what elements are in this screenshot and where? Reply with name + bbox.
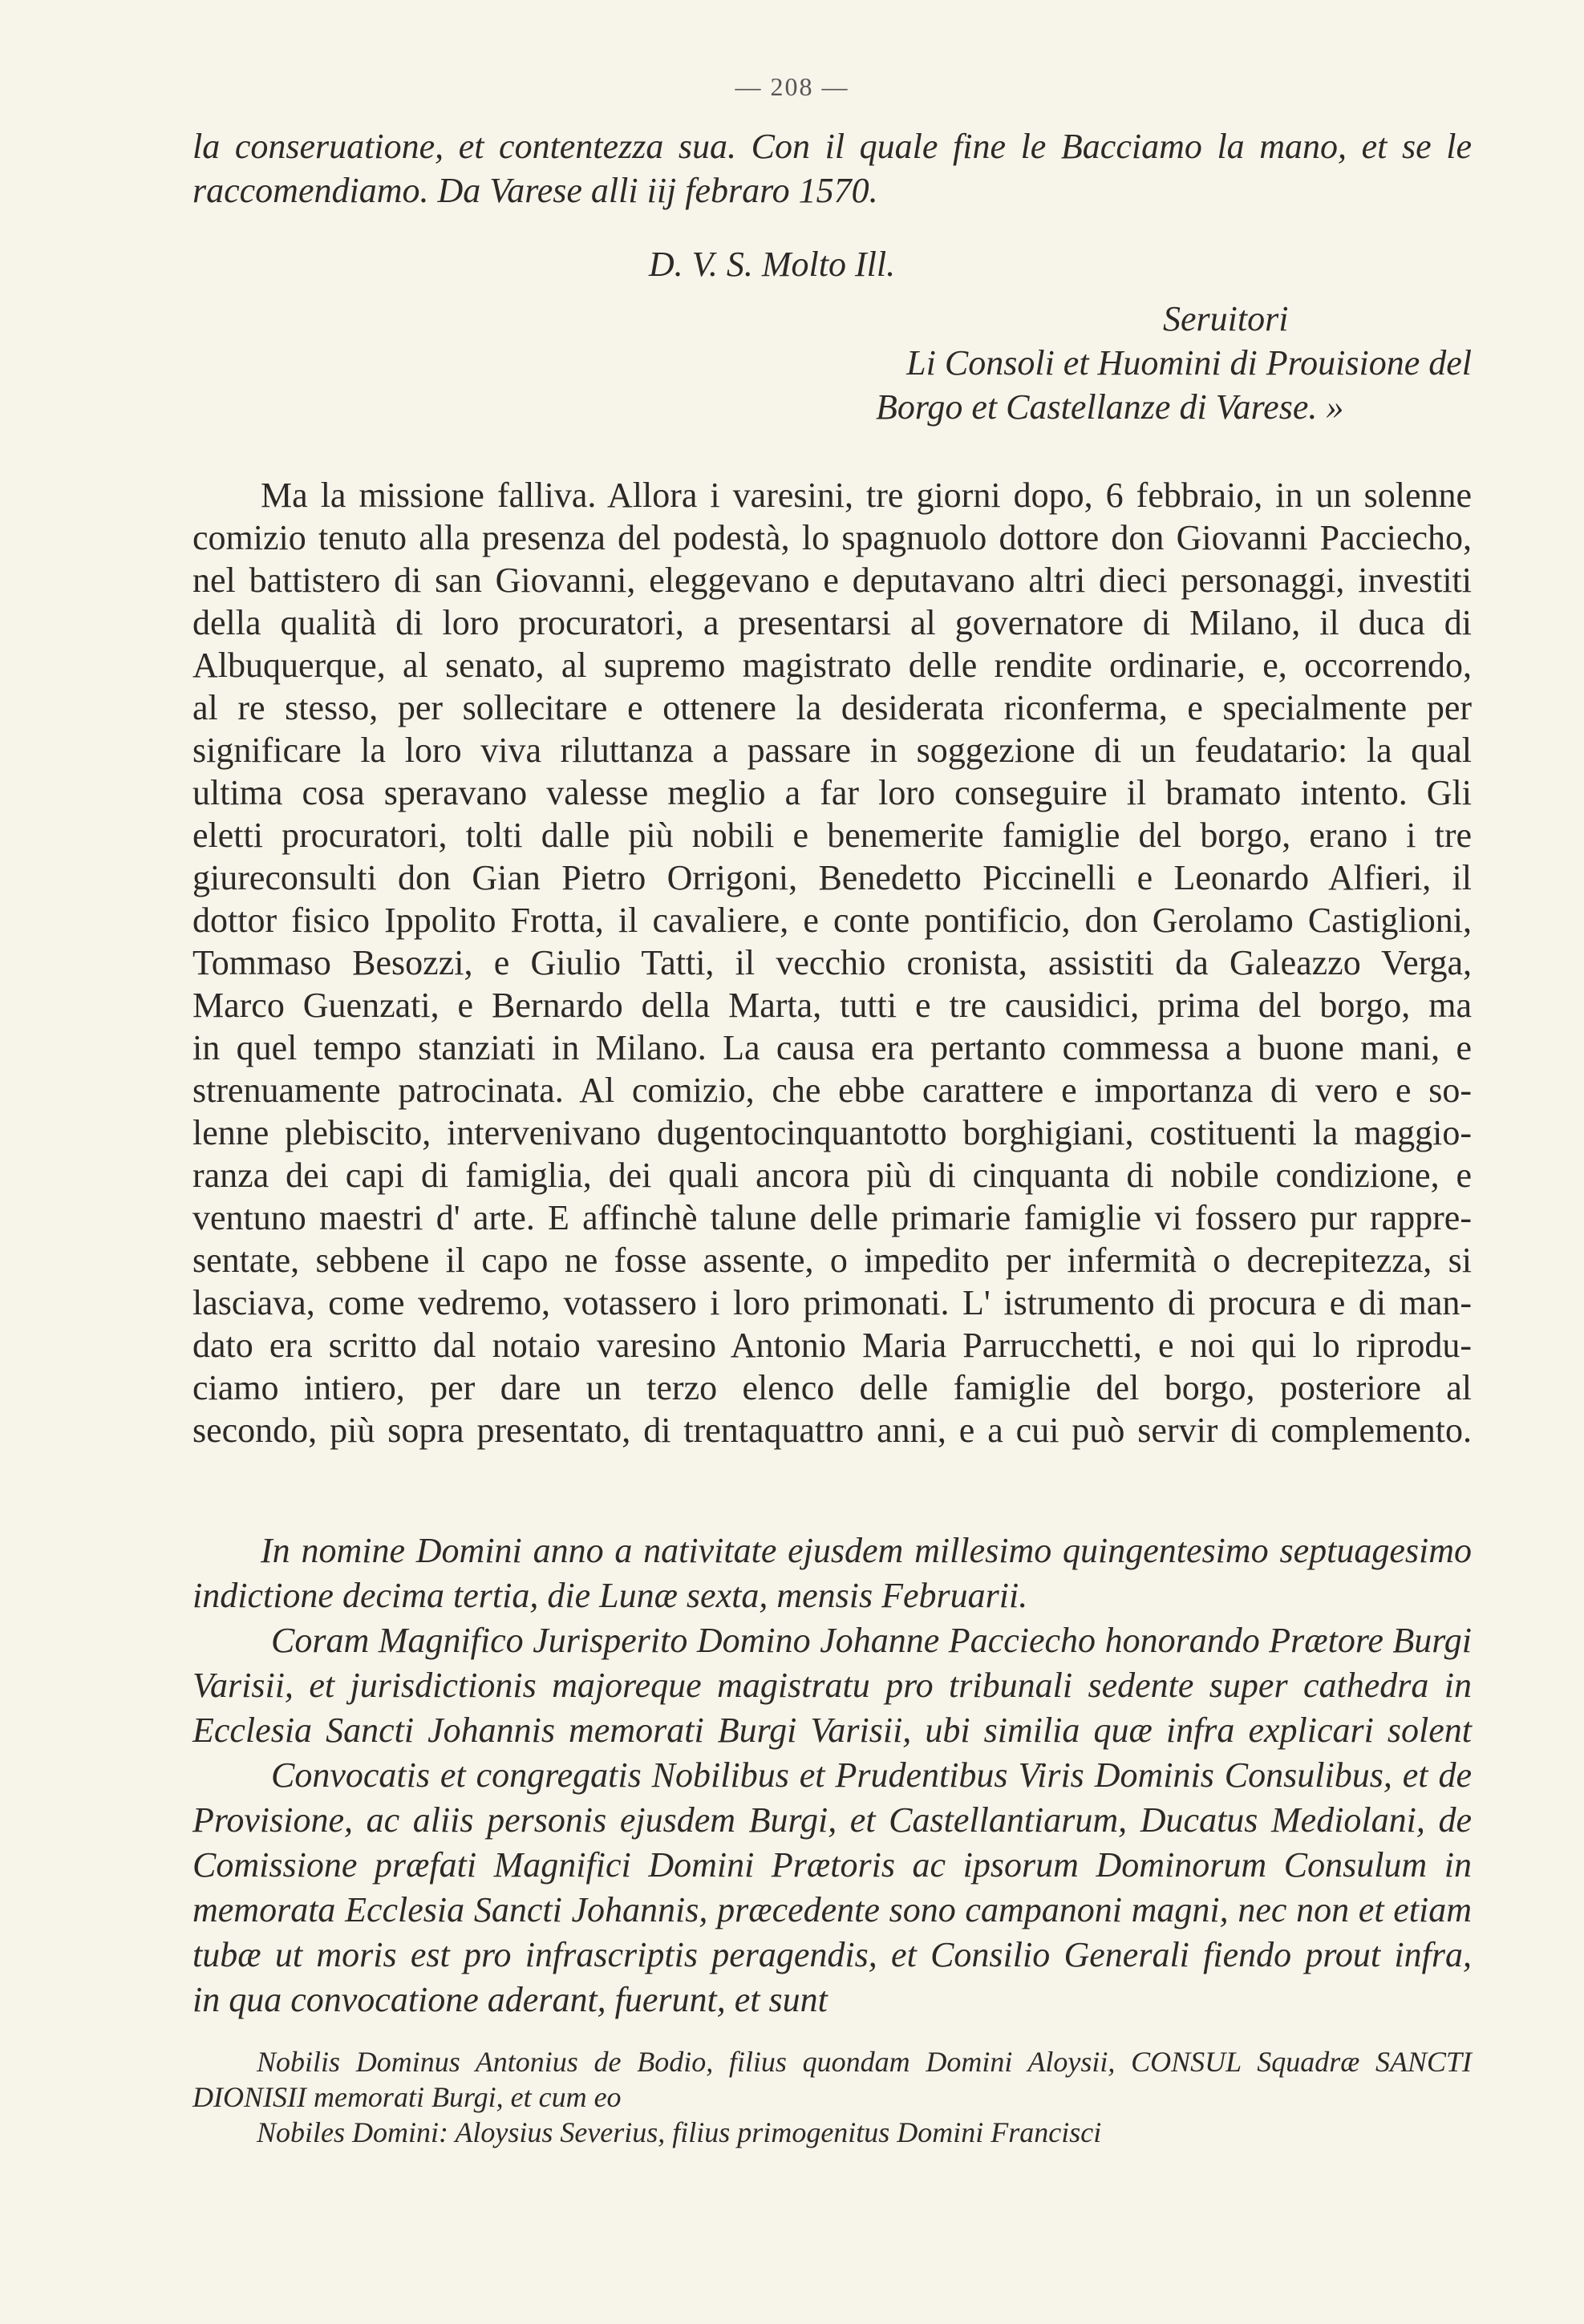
paragraph-line: dottor fisico Ippolito Frotta, il cavaliere, e conte pontificio, don Gerolamo Castiglioni,	[192, 901, 1472, 940]
paragraph-line: al re stesso, per sollecitare e ottenere la desiderata riconferma, e specialmente per	[192, 688, 1472, 727]
paragraph-line: in quel tempo stanziati in Milano. La causa era pertanto commessa a buone mani, e	[192, 1028, 1472, 1067]
latin-line: memorata Ecclesia Sancti Johannis, præcedente sono campanoni magni, nec non et etiam	[192, 1890, 1472, 1929]
paragraph-line: secondo, più sopra presentato, di trentaquattro anni, e a cui può servir di complemento.	[192, 1411, 1472, 1450]
paragraph-line: comizio tenuto alla presenza del podestà, lo spagnuolo dottore don Giovanni Pacciecho,	[192, 518, 1472, 557]
list-item: Nobiles Domini: Aloysius Severius, filius primogenitus Domini Francisci	[257, 2116, 1102, 2148]
paragraph-line: ultima cosa speravano valesse meglio a far loro conseguire il bramato intento. Gli	[192, 773, 1472, 812]
letter-servitori: Seruitori	[1163, 299, 1289, 338]
letter-salutation: D. V. S. Molto Ill.	[648, 245, 896, 284]
letter-line-2: raccomendiamo. Da Varese alli iij febraro 1570.	[192, 171, 878, 210]
paragraph-line: ventuno maestri d' arte. E affinchè talune delle primarie famiglie vi fossero pur rappre-	[192, 1198, 1472, 1237]
paragraph-line: sentate, sebbene il capo ne fosse assente, o impedito per infermità o decrepitezza, si	[192, 1241, 1472, 1280]
latin-line: in qua convocatione aderant, fuerunt, et sunt	[192, 1980, 828, 2019]
paragraph-line: Marco Guenzati, e Bernardo della Marta, tutti e tre causidici, prima del borgo, ma	[192, 986, 1472, 1025]
paragraph-line: significare la loro viva riluttanza a passare in soggezione di un feudatario: la qual	[192, 731, 1472, 770]
paragraph-line: Tommaso Besozzi, e Giulio Tatti, il vecchio cronista, assistiti da Galeazzo Verga,	[192, 943, 1472, 982]
latin-line: Convocatis et congregatis Nobilibus et Prudentibus Viris Dominis Consulibus, et de	[271, 1755, 1472, 1795]
letter-signature-1: Li Consoli et Huomini di Prouisione del	[906, 343, 1472, 383]
latin-line: indictione decima tertia, die Lunæ sexta, mensis Februarii.	[192, 1576, 1028, 1615]
paragraph-line: lasciava, come vedremo, votassero i loro primonati. L' istrumento di procura e di man-	[192, 1283, 1472, 1322]
paragraph-line: Albuquerque, al senato, al supremo magistrato delle rendite ordinarie, e, occorrendo,	[192, 646, 1472, 685]
letter-signature-2: Borgo et Castellanze di Varese. »	[876, 387, 1344, 427]
latin-line: In nomine Domini anno a nativitate ejusdem millesimo quingentesimo septuagesimo	[261, 1531, 1472, 1570]
latin-line: tubæ ut moris est pro infrascriptis peragendis, et Consilio Generali fiendo prout infra,	[192, 1935, 1472, 1974]
paragraph-line: eletti procuratori, tolti dalle più nobili e benemerite famiglie del borgo, erano i tre	[192, 816, 1472, 855]
paragraph-line: dato era scritto dal notaio varesino Antonio Maria Parrucchetti, e noi qui lo riprodu-	[192, 1326, 1472, 1365]
latin-line: Ecclesia Sancti Johannis memorati Burgi Varisii, ubi similia quæ infra explicari solent	[192, 1711, 1472, 1750]
paragraph-line: ranza dei capi di famiglia, dei quali ancora più di cinquanta di nobile condizione, e	[192, 1156, 1472, 1195]
paragraph-line: della qualità di loro procuratori, a presentarsi al governatore di Milano, il duca di	[192, 603, 1472, 642]
latin-line: Provisione, ac aliis personis ejusdem Burgi, et Castellantiarum, Ducatus Mediolani, de	[192, 1800, 1472, 1840]
paragraph-line: strenuamente patrocinata. Al comizio, che ebbe carattere e importanza di vero e so-	[192, 1071, 1472, 1110]
paragraph-line: giureconsulti don Gian Pietro Orrigoni, Benedetto Piccinelli e Leonardo Alfieri, il	[192, 858, 1472, 897]
list-item: DIONISII memorati Burgi, et cum eo	[192, 2081, 622, 2113]
paragraph-line: lenne plebiscito, intervenivano dugentocinquantotto borghigiani, costituenti la maggio-	[192, 1113, 1472, 1152]
latin-line: Coram Magnifico Jurisperito Domino Johanne Pacciecho honorando Prætore Burgi	[271, 1621, 1472, 1660]
list-item: Nobilis Dominus Antonius de Bodio, filius quondam Domini Aloysii, CONSUL Squadræ SANCTI	[257, 2046, 1472, 2078]
latin-line: Varisii, et jurisdictionis majoreque magistratu pro tribunali sedente super cathedra in	[192, 1666, 1472, 1705]
letter-line-1: la conseruatione, et contentezza sua. Con il quale fine le Bacciamo la mano, et se le	[192, 127, 1472, 166]
paragraph-line: Ma la missione falliva. Allora i varesini, tre giorni dopo, 6 febbraio, in un solenne	[261, 476, 1472, 515]
paragraph-line: ciamo intiero, per dare un terzo elenco delle famiglie del borgo, posteriore al	[192, 1368, 1472, 1407]
latin-line: Comissione præfati Magnifici Domini Prætoris ac ipsorum Dominorum Consulum in	[192, 1845, 1472, 1885]
page-number: — 208 —	[735, 72, 849, 101]
paragraph-line: nel battistero di san Giovanni, eleggevano e deputavano altri dieci personaggi, investiti	[192, 561, 1472, 600]
